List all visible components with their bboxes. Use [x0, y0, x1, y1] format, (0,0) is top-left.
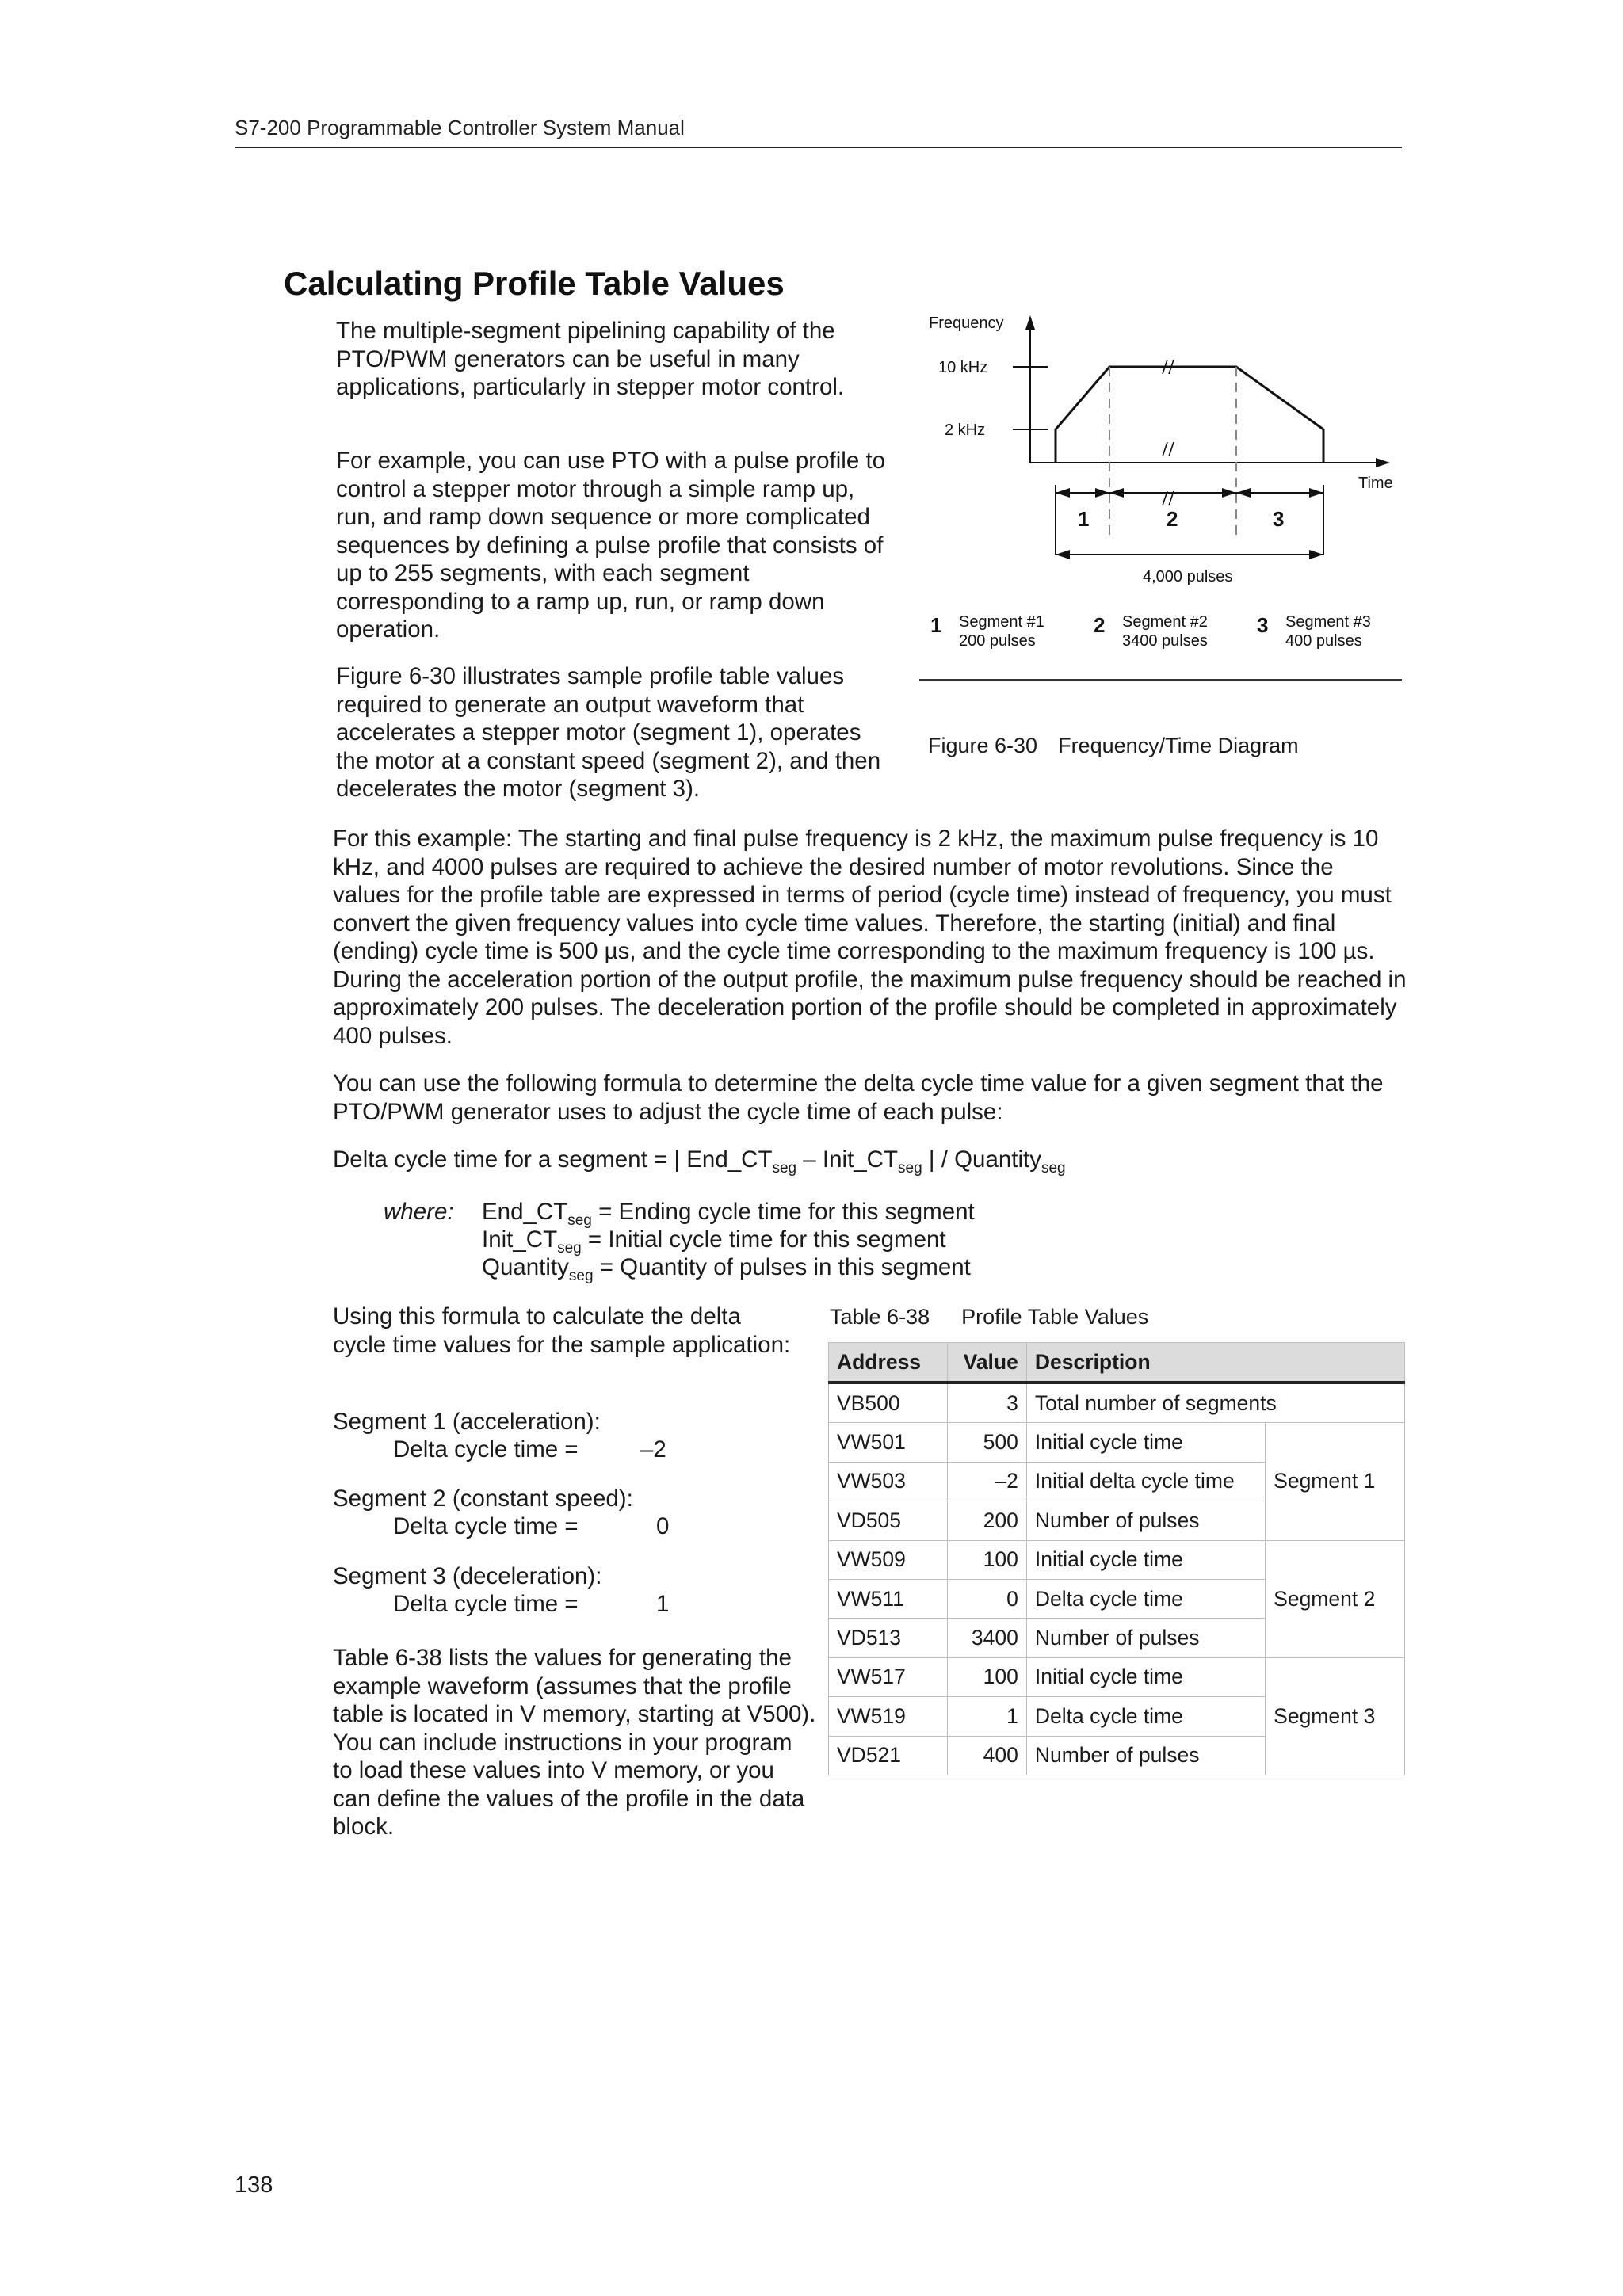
table-header-row	[829, 1343, 1405, 1383]
profile-table	[828, 1342, 1405, 1775]
where-subscript: seg	[567, 1212, 592, 1229]
address-cell: VW501	[829, 1423, 948, 1462]
segment-1-delta-label: Delta cycle time =	[393, 1436, 579, 1463]
page-number: 138	[235, 2172, 273, 2198]
segment-1-delta-value: –2	[640, 1436, 666, 1463]
legend-name: Segment #3	[1285, 613, 1371, 631]
where-term: End_CT	[482, 1199, 568, 1225]
where-label: where:	[384, 1199, 454, 1225]
value-cell: 400	[947, 1736, 1026, 1775]
segment-2-title: Segment 2 (constant speed):	[333, 1486, 633, 1512]
segment-2-delta-value: 0	[656, 1513, 670, 1539]
total-pulses-label: 4,000 pulses	[1143, 568, 1233, 585]
formula-subscript: seg	[772, 1160, 797, 1177]
description-cell: Total number of segments	[1026, 1383, 1404, 1423]
arrowhead	[1222, 488, 1236, 498]
segment-cell: Segment 2	[1266, 1540, 1405, 1657]
formula-subscript: seg	[1041, 1160, 1066, 1177]
where-line-1	[482, 1198, 975, 1229]
arrowhead	[1056, 488, 1070, 498]
address-cell: VW519	[829, 1697, 948, 1736]
figure-caption-text: Frequency/Time Diagram	[1058, 734, 1299, 757]
table-row	[829, 1383, 1405, 1423]
address-cell: VW503	[829, 1462, 948, 1501]
example-paragraph: For this example: The starting and final pulse frequency is 2 kHz, the maximum pulse frequency is 10 kHz, and 4000 pulses are required to achieve the desired number of motor revolutions. Since the values for the profile table are expressed in terms of period (cycle time) instead of frequency, you must convert the given frequency values into cycle time values. Therefore, the starting (initial) and final (ending) cycle time is 500 µs, and the cycle time corresponding to the maximum frequency is 100 µs. During the acceleration portion of the output profile, the maximum pulse frequency should be reached in approximately 200 pulses. The deceleration portion of the profile should be completed in approximately 400 pulses.	[333, 826, 1407, 1049]
segment-1-title: Segment 1 (acceleration):	[333, 1409, 601, 1435]
description-cell: Delta cycle time	[1026, 1579, 1265, 1618]
formula-subscript: seg	[898, 1160, 922, 1177]
segment-cell: Segment 1	[1266, 1423, 1405, 1540]
legend-pulses: 200 pulses	[959, 632, 1036, 650]
column-header: Address	[829, 1343, 948, 1383]
description-cell: Initial cycle time	[1026, 1540, 1265, 1579]
segment-3-delta-value: 1	[656, 1591, 670, 1617]
table-caption	[830, 1305, 1148, 1329]
legend-number: 2	[1094, 613, 1106, 637]
running-header: S7-200 Programmable Controller System Manual	[235, 116, 685, 139]
value-cell: 1	[947, 1697, 1026, 1736]
header-rule	[235, 147, 1402, 148]
break-mark-axis	[1163, 442, 1174, 456]
address-cell: VD505	[829, 1501, 948, 1540]
segment-cell: Segment 3	[1266, 1657, 1405, 1775]
description-cell: Number of pulses	[1026, 1501, 1265, 1540]
address-cell: VW511	[829, 1579, 948, 1618]
waveform	[1056, 367, 1323, 463]
segment-3-delta-label: Delta cycle time =	[393, 1591, 579, 1617]
calc-intro-paragraph: Using this formula to calculate the delta cycle time values for the sample application:	[333, 1303, 791, 1358]
where-subscript: seg	[568, 1268, 594, 1284]
table-row	[829, 1657, 1405, 1696]
intro-paragraph-2: For example, you can use PTO with a pulse profile to control a stepper motor through a simple ramp up, run, and ramp down sequence or more complicated sequences by defining a pulse profile that consists of up to 255 segments, with each segment corresponding to a ramp up, run, or ramp down operation.	[336, 448, 886, 643]
legend-name: Segment #2	[1122, 613, 1208, 631]
where-term: Quantity	[482, 1254, 569, 1280]
segment-number-2: 2	[1167, 507, 1178, 531]
value-cell: 100	[947, 1657, 1026, 1696]
value-cell: 3400	[947, 1619, 1026, 1657]
value-cell: 200	[947, 1501, 1026, 1540]
segment-number-1: 1	[1078, 507, 1090, 531]
description-cell: Initial cycle time	[1026, 1423, 1265, 1462]
arrowhead	[1056, 550, 1070, 559]
table-row	[829, 1540, 1405, 1579]
formula-intro-paragraph: You can use the following formula to determine the delta cycle time value for a given segment that the PTO/PWM generator uses to adjust the cycle time of each pulse:	[333, 1070, 1384, 1125]
legend-number: 1	[930, 613, 942, 637]
address-cell: VW517	[829, 1657, 948, 1696]
arrowhead	[1236, 488, 1251, 498]
intro-paragraph-1: The multiple-segment pipelining capability of the PTO/PWM generators can be useful in many applications, particularly in stepper motor control.	[336, 318, 845, 400]
segment-3-title: Segment 3 (deceleration):	[333, 1563, 602, 1589]
formula-part: – Init_CT	[796, 1146, 898, 1173]
table-reference-paragraph: Table 6-38 lists the values for generating the example waveform (assumes that the profile table is located in V memory, starting at V500). You can include instructions in your program to load these values into V memory, or you can define the values of the profile in the data block.	[333, 1645, 816, 1840]
legend-name: Segment #1	[959, 613, 1044, 631]
formula-part: Delta cycle time for a segment = | End_CT	[333, 1146, 773, 1173]
value-cell: 0	[947, 1579, 1026, 1618]
address-cell: VD513	[829, 1619, 948, 1657]
description-cell: Number of pulses	[1026, 1619, 1265, 1657]
table-caption-number: Table 6-38	[830, 1305, 930, 1329]
formula-part: | / Quantity	[922, 1146, 1041, 1173]
table-row	[829, 1423, 1405, 1462]
table-caption-text: Profile Table Values	[961, 1305, 1149, 1329]
x-axis-label: Time	[1358, 475, 1393, 492]
description-cell: Number of pulses	[1026, 1736, 1265, 1775]
address-cell: VD521	[829, 1736, 948, 1775]
y-axis-label: Frequency	[929, 315, 1004, 332]
segment-2-delta-label: Delta cycle time =	[393, 1513, 579, 1539]
arrowhead	[1309, 550, 1323, 559]
where-subscript: seg	[557, 1240, 582, 1257]
where-definition: = Initial cycle time for this segment	[581, 1226, 946, 1253]
arrowhead	[1309, 488, 1323, 498]
section-title: Calculating Profile Table Values	[284, 265, 785, 302]
value-cell: 500	[947, 1423, 1026, 1462]
address-cell: VW509	[829, 1540, 948, 1579]
value-cell: 100	[947, 1540, 1026, 1579]
intro-paragraph-3: Figure 6-30 illustrates sample profile table values required to generate an output waveform that accelerates a stepper motor (segment 1), operates the motor at a constant speed (segment 2), and then decelerates the motor (segment 3).	[336, 663, 881, 802]
figure-caption	[928, 734, 1299, 758]
legend-pulses: 3400 pulses	[1122, 632, 1208, 650]
x-axis-arrow	[1376, 458, 1390, 467]
column-header: Description	[1026, 1343, 1404, 1383]
arrowhead	[1095, 488, 1109, 498]
segment-number-3: 3	[1273, 507, 1285, 531]
delta-cycle-formula	[333, 1146, 1066, 1177]
where-line-2	[482, 1226, 946, 1257]
where-term: Init_CT	[482, 1226, 558, 1253]
where-definition: = Quantity of pulses in this segment	[593, 1254, 971, 1280]
description-cell: Initial cycle time	[1026, 1657, 1265, 1696]
address-cell: VB500	[829, 1383, 948, 1423]
description-cell: Delta cycle time	[1026, 1697, 1265, 1736]
column-header: Value	[947, 1343, 1026, 1383]
value-cell: –2	[947, 1462, 1026, 1501]
level-high-label: 10 kHz	[938, 359, 988, 376]
value-cell: 3	[947, 1383, 1026, 1423]
frequency-time-diagram	[919, 307, 1403, 680]
where-line-3	[482, 1253, 971, 1282]
figure-caption-number: Figure 6-30	[928, 734, 1038, 757]
legend-pulses: 400 pulses	[1285, 632, 1362, 650]
legend-number: 3	[1257, 613, 1269, 637]
figure-rule	[919, 679, 1402, 681]
y-axis-arrow	[1025, 315, 1035, 330]
where-definition: = Ending cycle time for this segment	[591, 1199, 975, 1225]
arrowhead	[1109, 488, 1124, 498]
level-low-label: 2 kHz	[945, 421, 986, 439]
description-cell: Initial delta cycle time	[1026, 1462, 1265, 1501]
